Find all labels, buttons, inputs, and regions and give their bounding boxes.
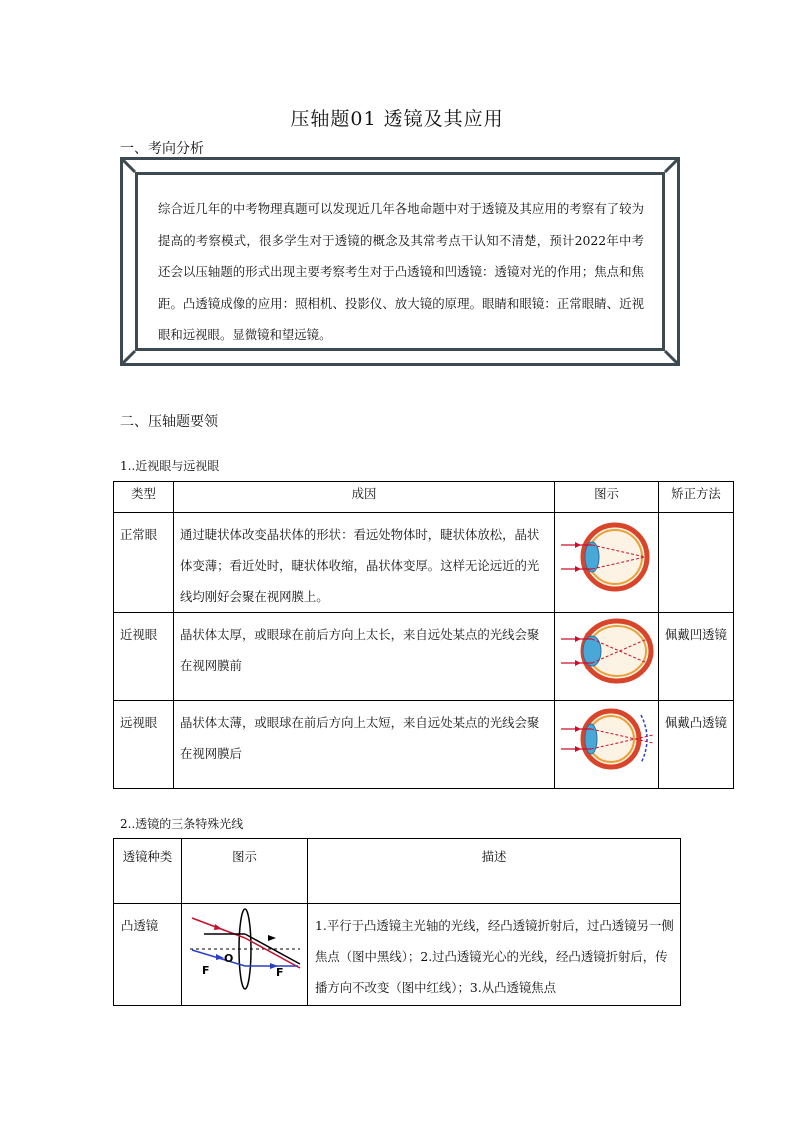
row-type: 近视眼 — [114, 613, 174, 701]
header-figure: 图示 — [555, 482, 659, 513]
table2-caption: 2..透镜的三条特殊光线 — [120, 817, 244, 831]
row-cause: 晶状体太厚，或眼球在前后方向上太长，来自远处某点的光线会聚在视网膜前 — [174, 613, 555, 701]
convex-lens-rays-icon — [184, 904, 306, 994]
myopia-eye-diagram — [555, 613, 659, 701]
normal-eye-diagram — [555, 513, 659, 613]
eye-table — [113, 481, 734, 789]
row-fix: 佩戴凸透镜 — [659, 701, 734, 789]
page-title: 压轴题01 透镜及其应用 — [290, 108, 504, 130]
row-type: 正常眼 — [114, 513, 174, 613]
header-type: 类型 — [114, 482, 174, 513]
hyperopia-eye-diagram — [555, 701, 659, 789]
eye-table-header — [114, 482, 734, 513]
optical-center-label: O — [223, 952, 233, 965]
row-description: 1.平行于凸透镜主光轴的光线，经凸透镜折射后，过凸透镜另一侧焦点（图中黑线）；2.过凸透镜光心的光线，经凸透镜折射后，传播方向不改变（图中红线）；3.从凸透镜焦点 — [308, 904, 681, 1006]
table-row — [114, 613, 734, 701]
table1-caption: 1..近视眼与远视眼 — [120, 459, 220, 473]
section-heading-essentials: 二、压轴题要领 — [120, 414, 218, 430]
lens-table — [113, 838, 681, 1006]
myopia-eye-icon — [559, 613, 655, 689]
hyperopia-eye-icon — [559, 701, 655, 777]
row-cause: 晶状体太薄，或眼球在前后方向上太短，来自远处某点的光线会聚在视网膜后 — [174, 701, 555, 789]
header-description: 描述 — [308, 839, 681, 904]
header-lens-type: 透镜种类 — [114, 839, 182, 904]
focus-left-label: F — [201, 964, 210, 977]
row-type: 凸透镜 — [114, 904, 182, 1006]
row-fix — [659, 513, 734, 613]
row-cause: 通过睫状体改变晶状体的形状：看远处物体时，睫状体放松，晶状体变薄；看近处时，睫状体收缩，晶状体变厚。这样无论远近的光线均刚好会聚在视网膜上。 — [174, 513, 555, 613]
table-row — [114, 701, 734, 789]
row-fix: 佩戴凹透镜 — [659, 613, 734, 701]
convex-lens-diagram — [182, 904, 308, 1006]
focus-right-label: F — [275, 966, 284, 979]
table-row — [114, 904, 681, 1006]
lens-table-header — [114, 839, 681, 904]
analysis-inner-frame — [135, 172, 665, 351]
row-type: 远视眼 — [114, 701, 174, 789]
header-figure: 图示 — [182, 839, 308, 904]
analysis-frame — [120, 157, 680, 366]
header-fix: 矫正方法 — [659, 482, 734, 513]
header-cause: 成因 — [174, 482, 555, 513]
normal-eye-icon — [559, 517, 655, 597]
table-row — [114, 513, 734, 613]
analysis-text: 综合近几年的中考物理真题可以发现近几年各地命题中对于透镜及其应用的考察有了较为提高的考察模式，很多学生对于透镜的概念及其常考点干认知不清楚，预计2022年中考还会以压轴题的形式出现主要考察考生对于凸透镜和凹透镜：透镜对光的作用；焦点和焦距。凸透镜成像的应用：照相机、投影仪、放大镜的原理。眼睛和眼镜：正常眼睛、近视眼和远视眼。显微镜和望远镜。 — [158, 201, 644, 342]
section-heading-analysis: 一、考向分析 — [120, 141, 204, 157]
